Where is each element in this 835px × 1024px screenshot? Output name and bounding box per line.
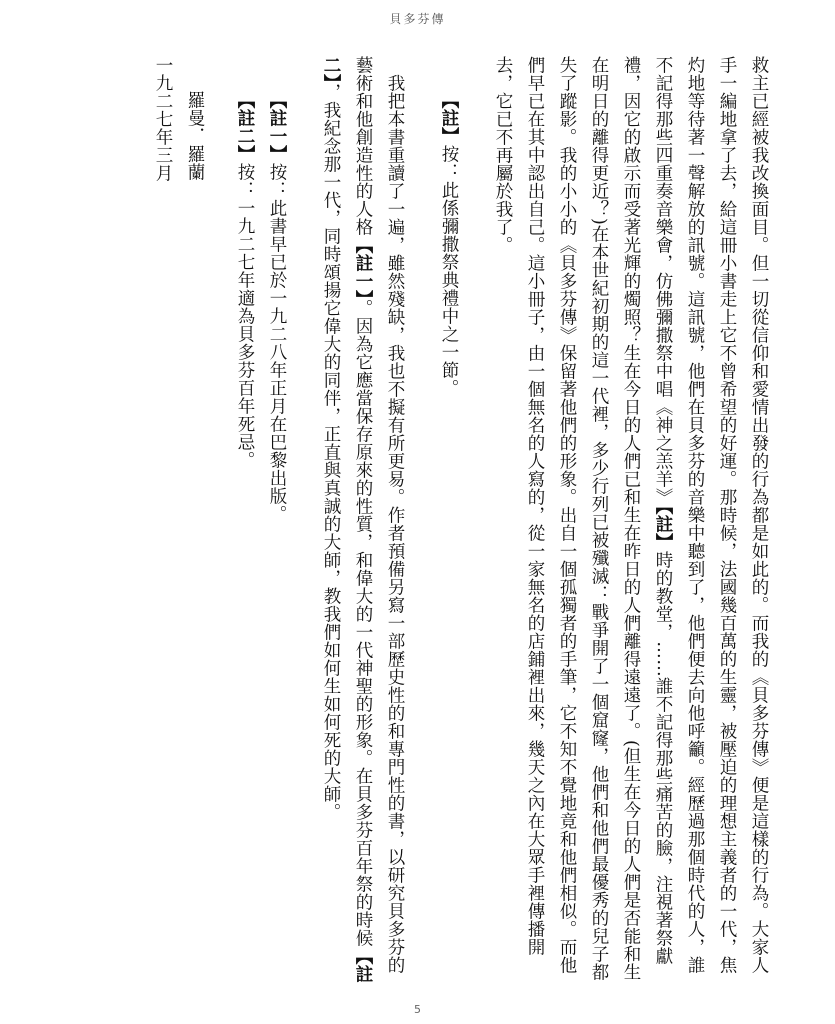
paragraph-text: 時的教堂，……誰不記得那些痛苦的臉，注視著祭獻禮，因它的啟示而受著光輝的燭照？生在今日的人們已和生在昨日的人們離得遠遠了。(但生在今日的人們是否能和生在明日的離得更近？)在本世紀初期的這一代裡，多少行列已被殲滅：戰爭開了一個窟窿，他們和他們最優秀的兒子都失了蹤影。我的小小的《貝多芬傳》保留著他們的形象。出自一個孤獨者的手筆，它不知不覺地竟和他們相似。而他們早已在其中認出自己。這小冊子，由一個無名的人寫的，從一家無名的店鋪裡出來，幾天之內在大眾手裡傳播開去，它已不再屬於我了。	[493, 56, 673, 982]
footnote	[261, 91, 293, 986]
footnote-label: 【註一】	[267, 91, 287, 163]
footnote-text: 按：此係彌撒祭典禮中之一節。	[439, 145, 459, 397]
paragraph-text: 。因為它應當保存原來的性質，和偉大的一代神聖的形象。在貝多芬百年祭的時候	[353, 299, 373, 948]
paragraph	[487, 56, 775, 986]
paragraph-text: ，我紀念那一代，同時頌揚它偉大的同伴，正直與真誠的大師，教我們如何生如何死的大師。	[321, 83, 341, 822]
paragraph-text: 救主已經被我改換面目。但一切從信仰和愛情出發的行為都是如此的。而我的《貝多芬傳》便是這樣的行為。大家人手一編地拿了去，給這冊小書走上它不曾希望的好運。那時候，法國幾百萬的生靈，被壓迫的理想主義者的一代，焦灼地等待著一聲解放的訊號。這訊號，他們在貝多芬的音樂中聽到了，他們便去向他呼籲。經歷過那個時代的人，誰不記得那些四重奏音樂會，仿佛彌撒祭中唱《神之羔羊》	[653, 56, 769, 974]
footnote-text: 按：此書早已於一九二八年正月在巴黎出版。	[267, 163, 287, 523]
footnote	[229, 91, 261, 986]
footnote-label: 【註】	[439, 91, 459, 145]
paragraph-text: 我把本書重讀了一遍，雖然殘缺，我也不擬有所更易。作者預備另寫一部歷史性的和專門性的書，以研究貝多芬的藝術和他創造性的人格	[353, 56, 405, 974]
footnote-label: 【註二】	[235, 91, 255, 163]
footnote-marker: 【註一】	[353, 236, 373, 300]
vertical-text-body	[55, 56, 775, 986]
footnote-marker: 【註】	[653, 506, 673, 552]
page-number: 5	[414, 1003, 421, 1016]
footnote-marker: 【註二】	[321, 56, 373, 984]
paragraph	[315, 56, 411, 986]
date-line: 一九二七年三月	[153, 56, 173, 182]
footnote-text: 按：一九二七年適為貝多芬百年死忌。	[235, 163, 255, 469]
running-header: 貝多芬傳	[389, 12, 446, 26]
author-signature: 羅曼．羅蘭	[185, 91, 205, 181]
footnote	[433, 91, 465, 986]
